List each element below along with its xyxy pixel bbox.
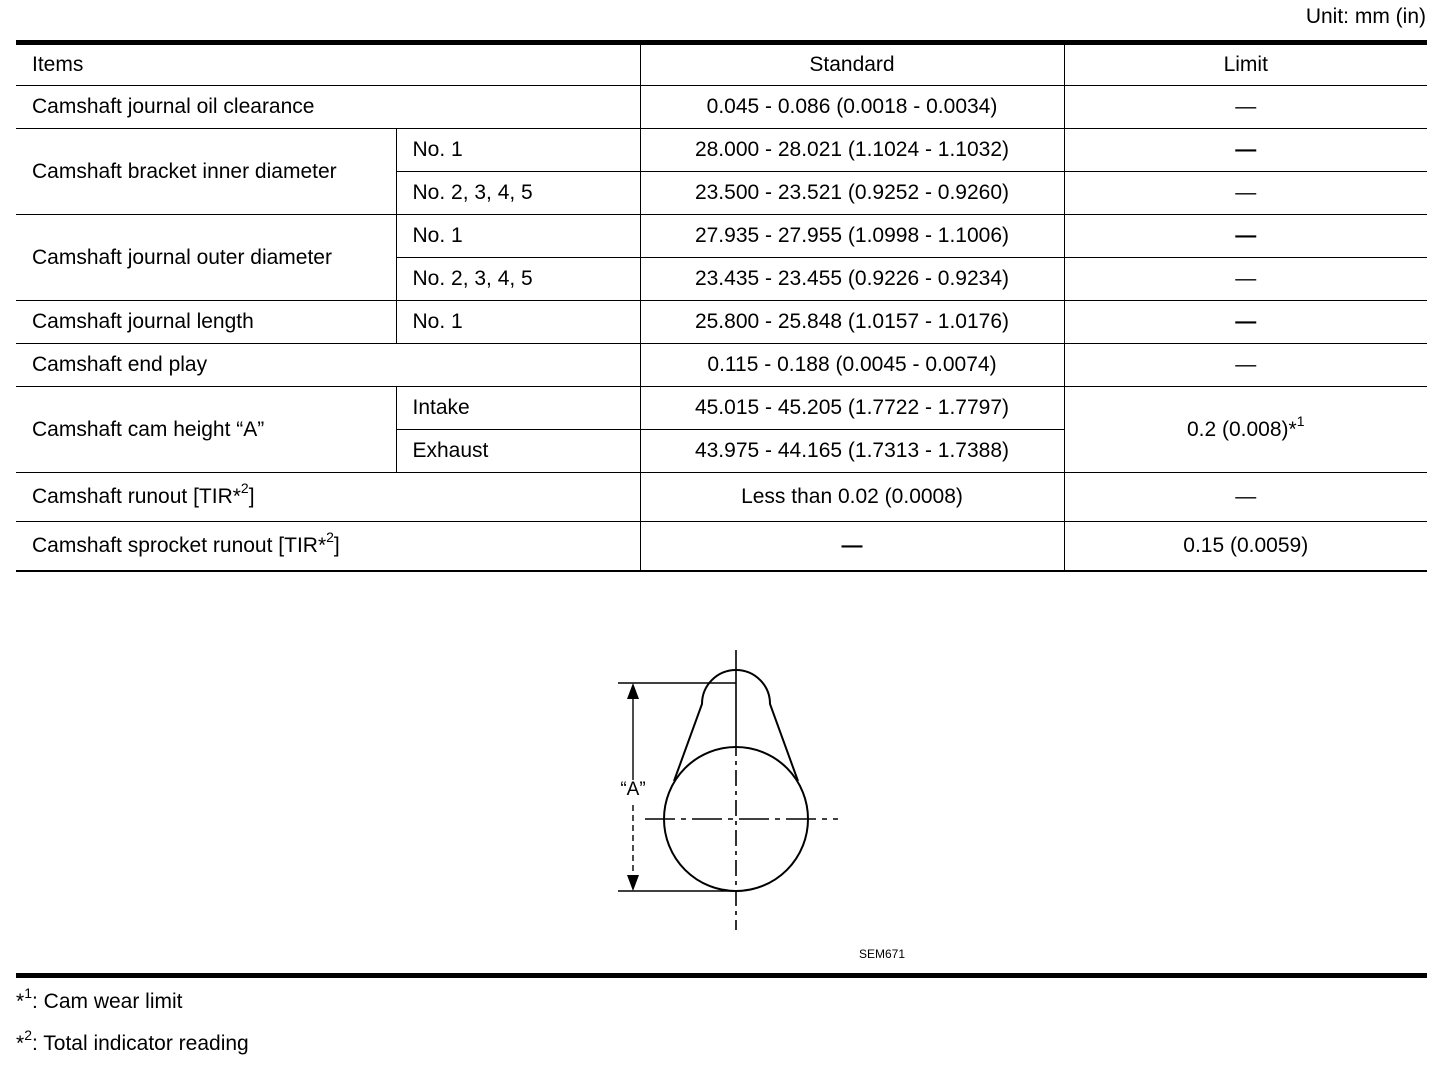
standard-cell: — [640, 522, 1064, 571]
limit-cell [1064, 387, 1427, 473]
item-cell [16, 473, 640, 522]
item-cell: Camshaft cam height “A” [16, 387, 396, 473]
limit-cell: — [1064, 129, 1427, 172]
header-row [16, 43, 1427, 86]
standard-cell: 28.000 - 28.021 (1.1024 - 1.1032) [640, 129, 1064, 172]
sub-item-cell: No. 1 [396, 215, 640, 258]
footnote-1 [16, 985, 183, 1014]
limit-text: 0.2 (0.008)* [1186, 417, 1297, 441]
table-row [16, 344, 1427, 387]
item-text-end: ] [333, 533, 340, 557]
table-row [16, 215, 1427, 258]
table-row [16, 473, 1427, 522]
item-text: Camshaft sprocket runout [TIR* [32, 533, 327, 557]
standard-cell: 43.975 - 44.165 (1.7313 - 1.7388) [640, 430, 1064, 473]
item-cell: Camshaft bracket inner diameter [16, 129, 396, 215]
standard-cell: 45.015 - 45.205 (1.7722 - 1.7797) [640, 387, 1064, 430]
footnote-marker: 1 [1296, 412, 1305, 429]
item-cell [16, 522, 640, 571]
limit-cell: — [1064, 473, 1427, 522]
footnote-number: 1 [24, 985, 32, 1001]
standard-cell: Less than 0.02 (0.0008) [640, 473, 1064, 522]
table-row [16, 129, 1427, 172]
standard-cell: 23.500 - 23.521 (0.9252 - 0.9260) [640, 172, 1064, 215]
table-row [16, 86, 1427, 129]
item-cell: Camshaft journal oil clearance [16, 86, 640, 129]
header-limit: Limit [1064, 43, 1427, 86]
sub-item-cell: Intake [396, 387, 640, 430]
figure-code: SEM671 [859, 947, 906, 961]
standard-cell: 25.800 - 25.848 (1.0157 - 1.0176) [640, 301, 1064, 344]
footnote-mark: * [16, 1032, 25, 1055]
footnote-marker: 2 [326, 528, 334, 545]
limit-cell: — [1064, 215, 1427, 258]
camshaft-spec-table [16, 40, 1427, 572]
limit-cell: — [1064, 258, 1427, 301]
sub-item-cell: No. 1 [396, 129, 640, 172]
limit-cell: 0.15 (0.0059) [1064, 522, 1427, 571]
footnote-text: : Total indicator reading [31, 1032, 249, 1055]
standard-cell: 23.435 - 23.455 (0.9226 - 0.9234) [640, 258, 1064, 301]
header-standard: Standard [640, 43, 1064, 86]
item-cell: Camshaft journal length [16, 301, 396, 344]
sub-item-cell: No. 2, 3, 4, 5 [396, 258, 640, 301]
footnote-2 [16, 1027, 249, 1056]
limit-cell: — [1064, 172, 1427, 215]
footnote-marker: 2 [240, 480, 249, 496]
sub-item-cell: No. 2, 3, 4, 5 [396, 172, 640, 215]
item-text-end: ] [248, 485, 255, 508]
cam-lobe-diagram [600, 645, 850, 935]
unit-label: Unit: mm (in) [1305, 5, 1426, 28]
limit-cell: — [1064, 86, 1427, 129]
item-text: Camshaft runout [TIR* [32, 485, 241, 508]
footnote-mark: * [16, 990, 25, 1013]
footnote-number: 2 [24, 1027, 32, 1043]
header-items: Items [16, 43, 640, 86]
standard-cell: 0.115 - 0.188 (0.0045 - 0.0074) [640, 344, 1064, 387]
standard-cell: 0.045 - 0.086 (0.0018 - 0.0034) [640, 86, 1064, 129]
table-row [16, 387, 1427, 430]
standard-cell: 27.935 - 27.955 (1.0998 - 1.1006) [640, 215, 1064, 258]
sub-item-cell: No. 1 [396, 301, 640, 344]
item-cell: Camshaft end play [16, 344, 640, 387]
dimension-a-label: “A” [620, 779, 646, 800]
table-row [16, 522, 1427, 571]
footnote-text: : Cam wear limit [31, 990, 183, 1013]
footnote-divider [16, 973, 1427, 978]
center-lines [645, 650, 838, 930]
sub-item-cell: Exhaust [396, 430, 640, 473]
item-cell: Camshaft journal outer diameter [16, 215, 396, 301]
limit-cell: — [1064, 344, 1427, 387]
limit-cell: — [1064, 301, 1427, 344]
table-row [16, 301, 1427, 344]
